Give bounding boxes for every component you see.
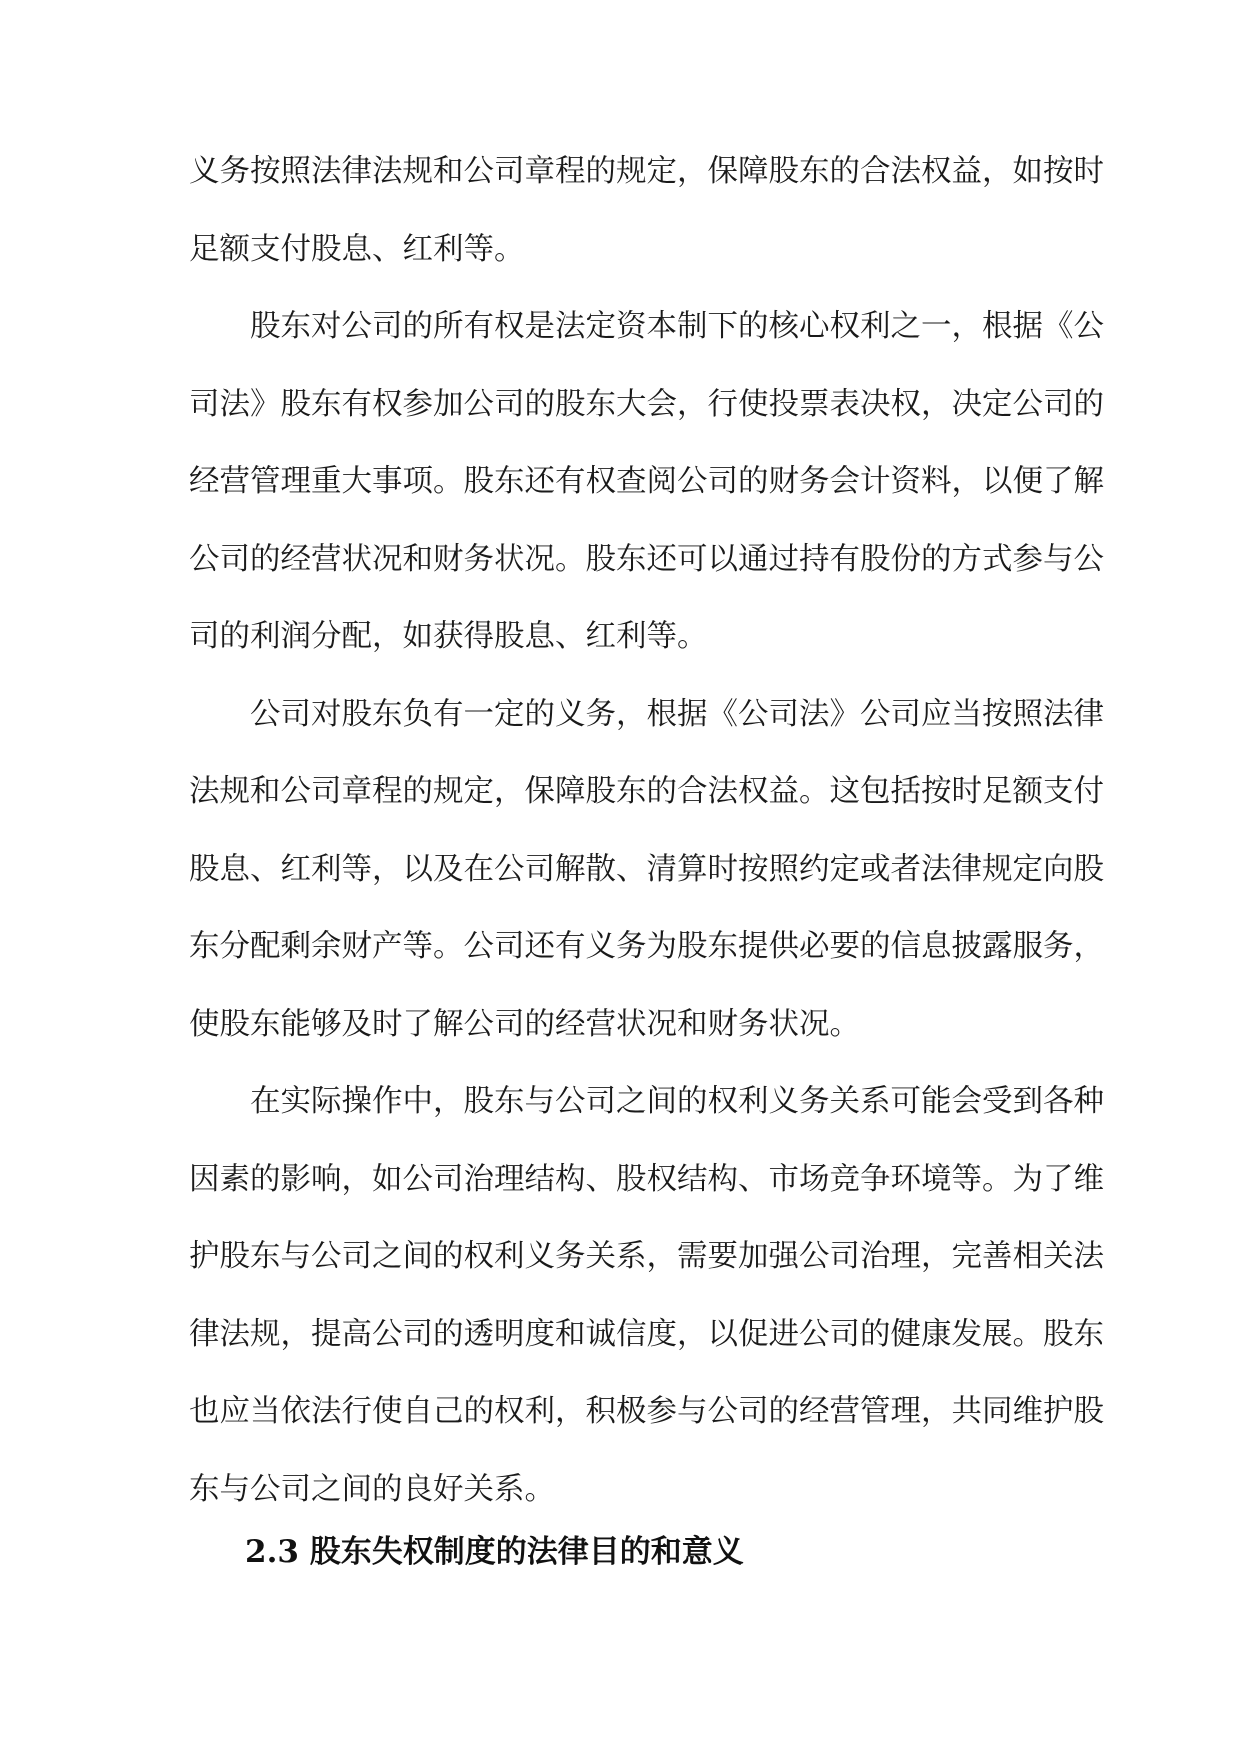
text-line: 义务按照法律法规和公司章程的规定，保障股东的合法权益，如按时 (189, 154, 1104, 189)
text-line: 东与公司之间的良好关系。 (189, 1471, 555, 1507)
text-line: 护股东与公司之间的权利义务关系，需要加强公司治理，完善相关法 (189, 1239, 1104, 1274)
text-line: 公司对股东负有一定的义务，根据《公司法》公司应当按照法律 (250, 696, 1104, 732)
text-line: 司的利润分配，如获得股息、红利等。 (189, 619, 708, 654)
text-line: 法规和公司章程的规定，保障股东的合法权益。这包括按时足额支付 (189, 774, 1104, 809)
paragraph (189, 297, 1104, 685)
text-line: 东分配剩余财产等。公司还有义务为股东提供必要的信息披露服务， (189, 929, 1104, 964)
text-line: 使股东能够及时了解公司的经营状况和财务状况。 (189, 1006, 860, 1042)
text-line: 在实际操作中，股东与公司之间的权利义务关系可能会受到各种 (250, 1084, 1104, 1119)
body-text (189, 142, 1104, 1537)
text-line: 律法规，提高公司的透明度和诚信度，以促进公司的健康发展。股东 (189, 1316, 1104, 1352)
text-line: 股东对公司的所有权是法定资本制下的核心权利之一，根据《公 (250, 309, 1104, 344)
text-line: 公司的经营状况和财务状况。股东还可以通过持有股份的方式参与公 (189, 541, 1104, 577)
paragraph (189, 685, 1104, 1073)
text-line: 因素的影响，如公司治理结构、股权结构、市场竞争环境等。为了维 (189, 1161, 1104, 1197)
paragraph (189, 1072, 1104, 1537)
text-line: 足额支付股息、红利等。 (189, 231, 525, 267)
text-line: 司法》股东有权参加公司的股东大会，行使投票表决权，决定公司的 (189, 386, 1104, 422)
text-line: 经营管理重大事项。股东还有权查阅公司的财务会计资料，以便了解 (189, 464, 1104, 499)
text-line: 也应当依法行使自己的权利，积极参与公司的经营管理，共同维护股 (189, 1394, 1104, 1429)
section-heading: 2.3 股东失权制度的法律目的和意义 (245, 1534, 744, 1570)
text-line: 股息、红利等，以及在公司解散、清算时按照约定或者法律规定向股 (189, 851, 1104, 887)
paragraph (189, 142, 1104, 297)
